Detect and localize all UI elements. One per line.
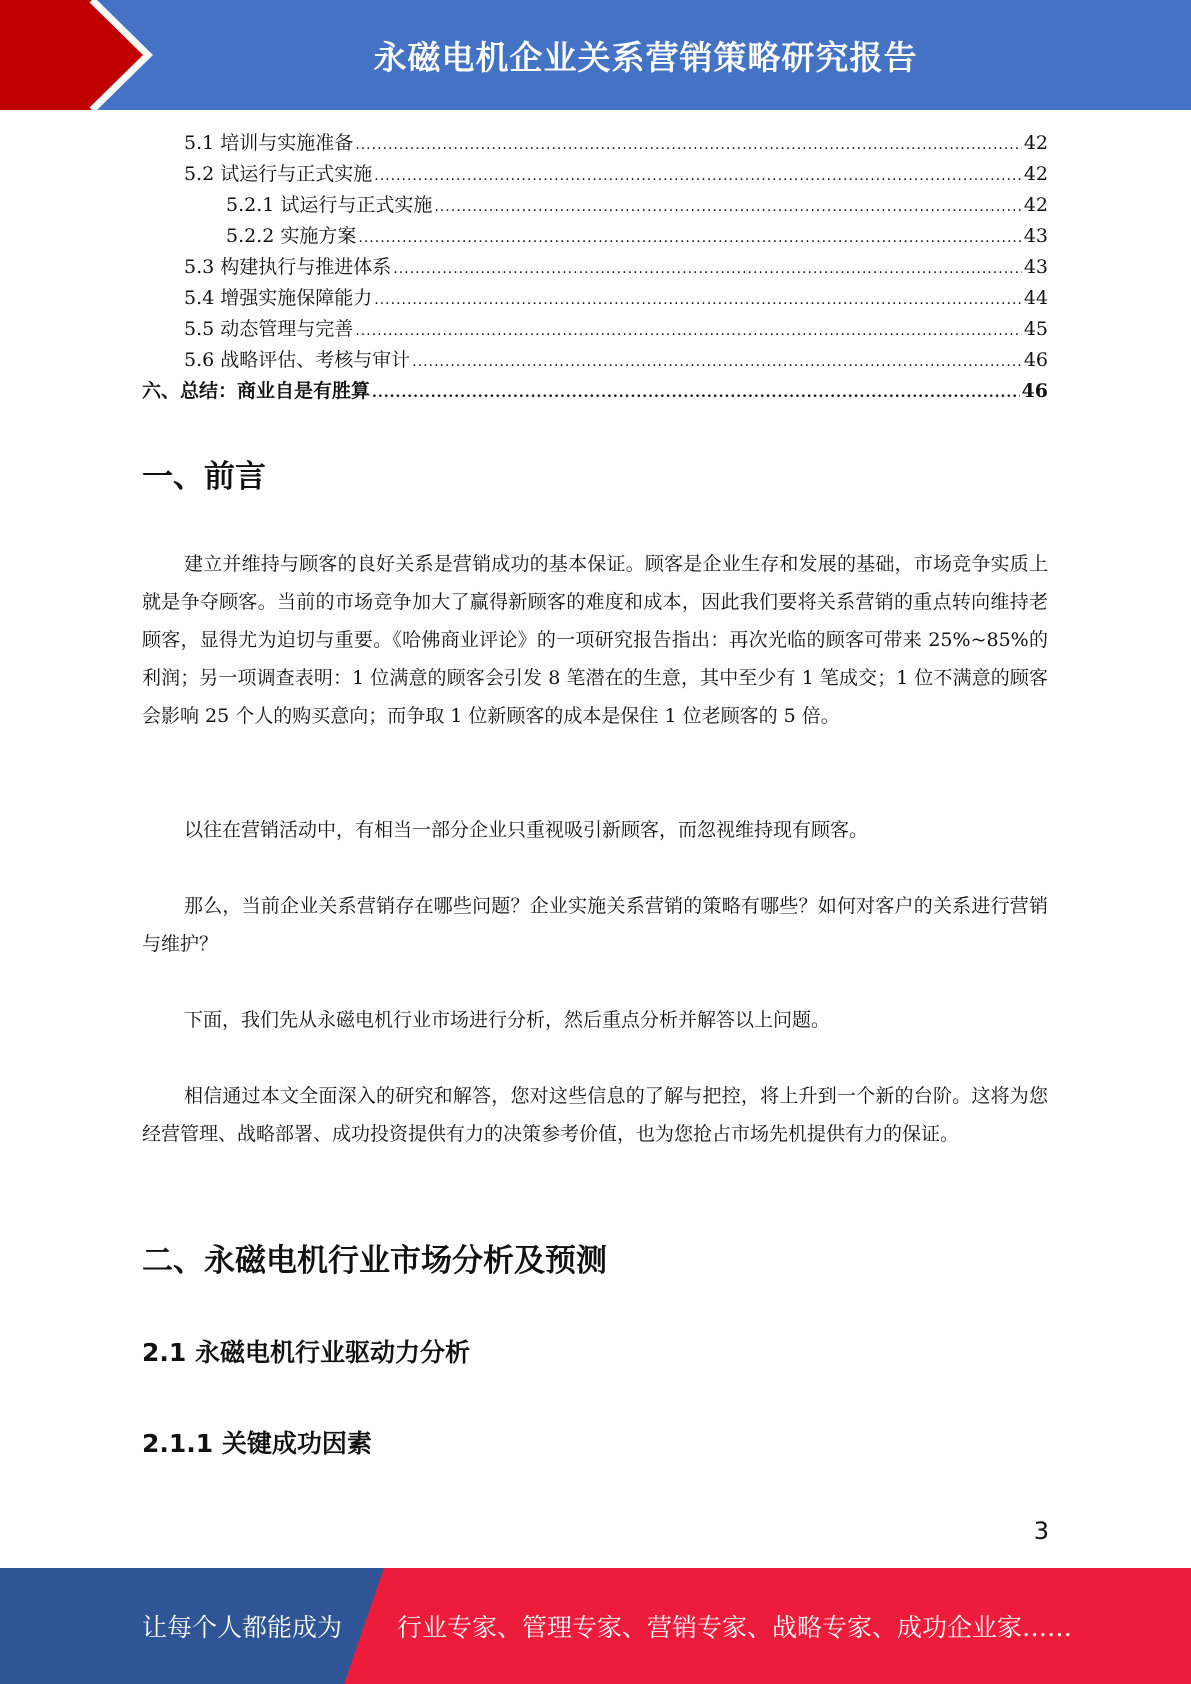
- toc-entry[interactable]: [226, 190, 1048, 221]
- toc-entry-page: 45: [1023, 318, 1048, 340]
- toc-leader-dots: [374, 292, 1022, 308]
- toc-entry-page: 43: [1023, 256, 1048, 278]
- body-paragraph: 相信通过本文全面深入的研究和解答，您对这些信息的了解与把控，将上升到一个新的台阶。这将为您经营管理、战略部署、成功投资提供有力的决策参考价值，也为您抢占市场先机提供有力的保证。: [142, 1085, 1048, 1145]
- subsection-heading: 2.1.1 关键成功因素: [142, 1429, 372, 1458]
- body-paragraph: 下面，我们先从永磁电机行业市场进行分析，然后重点分析并解答以上问题。: [184, 1009, 831, 1031]
- toc-entry[interactable]: [184, 314, 1048, 345]
- toc-entry[interactable]: [184, 252, 1048, 283]
- toc-entry[interactable]: [142, 376, 1048, 407]
- subsection-heading: 2.1 永磁电机行业驱动力分析: [142, 1338, 470, 1367]
- page-header: [0, 0, 1191, 110]
- toc-leader-dots: [393, 261, 1022, 277]
- page-footer: [0, 1568, 1191, 1684]
- toc-entry-page: 46: [1021, 380, 1048, 402]
- toc-entry[interactable]: [184, 345, 1048, 376]
- toc-entry-label: 六、总结：商业自是有胜算: [142, 380, 371, 402]
- footer-slogan-lead: 让每个人都能成为: [142, 1613, 343, 1642]
- body-paragraph: 建立并维持与顾客的良好关系是营销成功的基本保证。顾客是企业生存和发展的基础，市场竞争实质上就是争夺顾客。当前的市场竞争加大了赢得新顾客的难度和成本，因此我们要将关系营销的重点转向维持老顾客，显得尤为迫切与重要。《哈佛商业评论》的一项研究报告指出：再次光临的顾客可带来 25%~85%的利润；另一项调查表明：1 位满意的顾客会引发 8 笔潜在的生意，其中至少有 1 笔成交；1 位不满意的顾客会影响 25 个人的购买意向；而争取 1 位新顾客的成本是保住 1 位老顾客的 5 倍。: [142, 553, 1048, 727]
- toc-leader-dots: [374, 168, 1022, 184]
- toc-entry-label: 5.5 动态管理与完善: [184, 318, 354, 340]
- page-number: 3: [1033, 1517, 1049, 1545]
- toc-entry-page: 42: [1023, 132, 1048, 154]
- section-heading-preface: 一、前言: [142, 459, 266, 495]
- toc-entry-page: 43: [1023, 225, 1048, 247]
- section-heading-market-analysis: 二、永磁电机行业市场分析及预测: [142, 1243, 607, 1279]
- toc-leader-dots: [412, 354, 1022, 370]
- report-title: 永磁电机企业关系营销策略研究报告: [373, 37, 918, 77]
- toc-entry-page: 46: [1023, 349, 1048, 371]
- toc-entry-label: 5.6 战略评估、考核与审计: [184, 349, 411, 371]
- toc-entry[interactable]: [184, 128, 1048, 159]
- toc-leader-dots: [372, 385, 1020, 401]
- toc-entry-page: 42: [1023, 194, 1048, 216]
- footer-slogan-roles: 行业专家、管理专家、营销专家、战略专家、成功企业家……: [397, 1613, 1073, 1642]
- toc-leader-dots: [358, 230, 1021, 246]
- toc-leader-dots: [434, 199, 1021, 215]
- toc-entry-label: 5.2.2 实施方案: [226, 225, 357, 247]
- toc-entry-label: 5.2 试运行与正式实施: [184, 163, 373, 185]
- toc-entry-label: 5.2.1 试运行与正式实施: [226, 194, 433, 216]
- toc-leader-dots: [355, 137, 1022, 153]
- toc-entry-page: 44: [1023, 287, 1048, 309]
- toc-entry-label: 5.3 构建执行与推进体系: [184, 256, 392, 278]
- toc-entry-label: 5.1 培训与实施准备: [184, 132, 354, 154]
- toc-entry[interactable]: [184, 283, 1048, 314]
- toc-entry[interactable]: [184, 159, 1048, 190]
- toc-leader-dots: [355, 323, 1022, 339]
- toc-entry-label: 5.4 增强实施保障能力: [184, 287, 373, 309]
- toc-entry[interactable]: [226, 221, 1048, 252]
- body-paragraph: 那么，当前企业关系营销存在哪些问题？企业实施关系营销的策略有哪些？如何对客户的关系进行营销与维护？: [142, 895, 1048, 955]
- body-paragraph: 以往在营销活动中，有相当一部分企业只重视吸引新顾客，而忽视维持现有顾客。: [184, 819, 869, 841]
- toc-entry-page: 42: [1023, 163, 1048, 185]
